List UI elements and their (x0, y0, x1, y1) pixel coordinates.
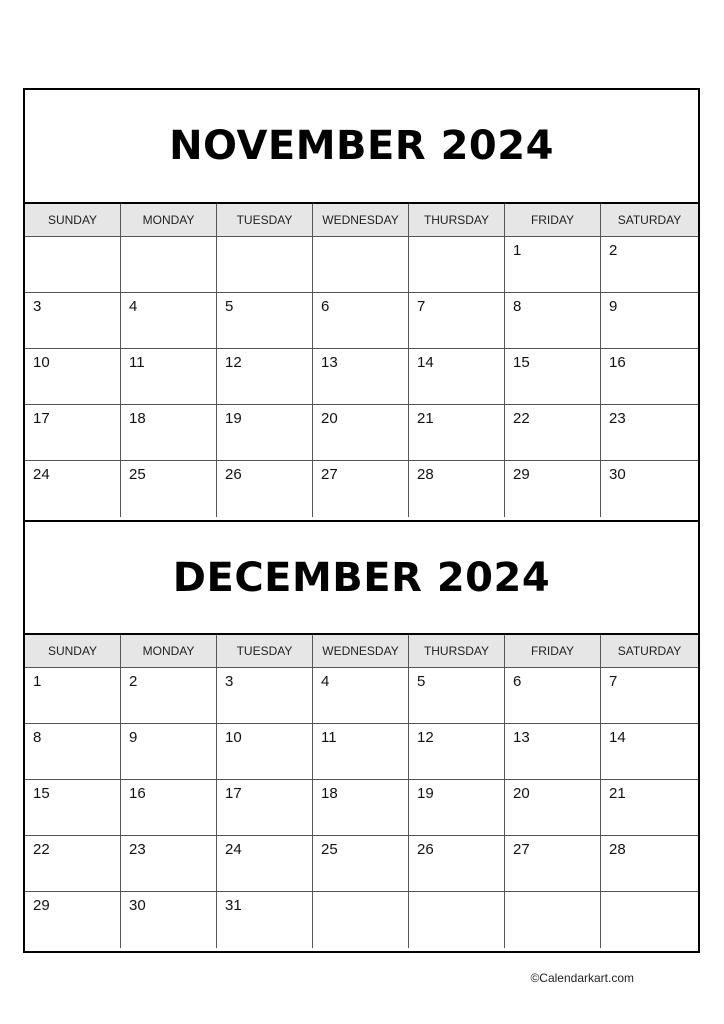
day-cell: 25 (121, 461, 217, 517)
day-cell (409, 892, 505, 948)
day-cell: 6 (313, 293, 409, 349)
weekday-header: TUESDAY (217, 635, 313, 668)
day-cell: 16 (121, 780, 217, 836)
day-cell: 17 (25, 405, 121, 461)
day-cell: 13 (313, 349, 409, 405)
day-cell: 17 (217, 780, 313, 836)
day-cell: 30 (609, 466, 626, 483)
weekday-header: SATURDAY (601, 635, 698, 668)
copyright-footer: ©Calendarkart.com (530, 971, 634, 985)
day-cell (505, 892, 601, 948)
day-cell: 11 (121, 349, 217, 405)
day-cell: 4 (121, 293, 217, 349)
day-cell: 10 (217, 724, 313, 780)
month-grid (25, 635, 698, 948)
day-cell: 28 (409, 461, 505, 517)
month-december (25, 520, 698, 951)
weekday-header: THURSDAY (409, 635, 505, 668)
weekday-header: TUESDAY (217, 204, 313, 237)
day-cell: 18 (121, 405, 217, 461)
day-cell: 10 (25, 349, 121, 405)
day-cell: 20 (313, 405, 409, 461)
day-cell: 9 (121, 724, 217, 780)
day-cell: 3 (217, 668, 313, 724)
weekday-header: SUNDAY (25, 635, 121, 668)
day-cell: 2 (121, 668, 217, 724)
day-cell (313, 892, 409, 948)
day-cell: 23 (121, 836, 217, 892)
day-cell: 15 (505, 349, 601, 405)
month-title: DECEMBER 2024 (25, 522, 698, 635)
day-cell: 6 (505, 668, 601, 724)
day-cell: 25 (313, 836, 409, 892)
day-cell (601, 892, 698, 948)
day-cell: 21 (409, 405, 505, 461)
weekday-header: MONDAY (121, 635, 217, 668)
day-cell: 4 (313, 668, 409, 724)
day-cell: 8 (505, 293, 601, 349)
calendar-frame (23, 88, 700, 953)
weekday-header: MONDAY (121, 204, 217, 237)
day-cell: 24 (217, 836, 313, 892)
day-cell: 1 (505, 237, 601, 293)
day-cell: 5 (217, 293, 313, 349)
day-cell: 7 (409, 293, 505, 349)
day-cell: 2 (601, 237, 698, 293)
day-cell (121, 237, 217, 293)
day-cell: 19 (409, 780, 505, 836)
day-cell: 30 (121, 892, 217, 948)
day-cell: 19 (217, 405, 313, 461)
weekday-header: FRIDAY (505, 635, 601, 668)
weekday-header: WEDNESDAY (313, 204, 409, 237)
day-cell: 27 (505, 836, 601, 892)
day-cell: 8 (25, 724, 121, 780)
day-cell: 22 (25, 836, 121, 892)
day-cell: 14 (601, 724, 698, 780)
month-november (25, 90, 698, 520)
weekday-header: SUNDAY (25, 204, 121, 237)
day-cell: 26 (217, 461, 313, 517)
day-cell (217, 237, 313, 293)
day-cell (409, 237, 505, 293)
day-cell: 9 (601, 293, 698, 349)
month-title: NOVEMBER 2024 (25, 90, 698, 204)
day-cell: 24 (25, 461, 121, 517)
day-cell: 7 (601, 668, 698, 724)
day-cell: 22 (505, 405, 601, 461)
weekday-header: SATURDAY (601, 204, 698, 237)
day-cell: 20 (505, 780, 601, 836)
day-cell (313, 237, 409, 293)
day-cell: 3 (25, 293, 121, 349)
weekday-header: FRIDAY (505, 204, 601, 237)
day-cell: 14 (409, 349, 505, 405)
weekday-header: THURSDAY (409, 204, 505, 237)
day-cell: 29 (25, 892, 121, 948)
day-cell: 15 (25, 780, 121, 836)
weekday-header: WEDNESDAY (313, 635, 409, 668)
day-cell: 13 (505, 724, 601, 780)
day-cell: 5 (409, 668, 505, 724)
day-cell: 12 (217, 349, 313, 405)
day-cell: 11 (313, 724, 409, 780)
day-cell: 28 (601, 836, 698, 892)
day-cell: 31 (217, 892, 313, 948)
day-cell (25, 237, 121, 293)
day-cell: 29 (505, 461, 601, 517)
day-cell: 1 (25, 668, 121, 724)
day-cell: 21 (601, 780, 698, 836)
day-cell: 26 (409, 836, 505, 892)
day-cell: 27 (313, 461, 409, 517)
day-cell: 23 (601, 405, 698, 461)
month-grid (25, 204, 698, 517)
day-cell: 16 (601, 349, 698, 405)
day-cell: 12 (409, 724, 505, 780)
day-cell: 18 (313, 780, 409, 836)
